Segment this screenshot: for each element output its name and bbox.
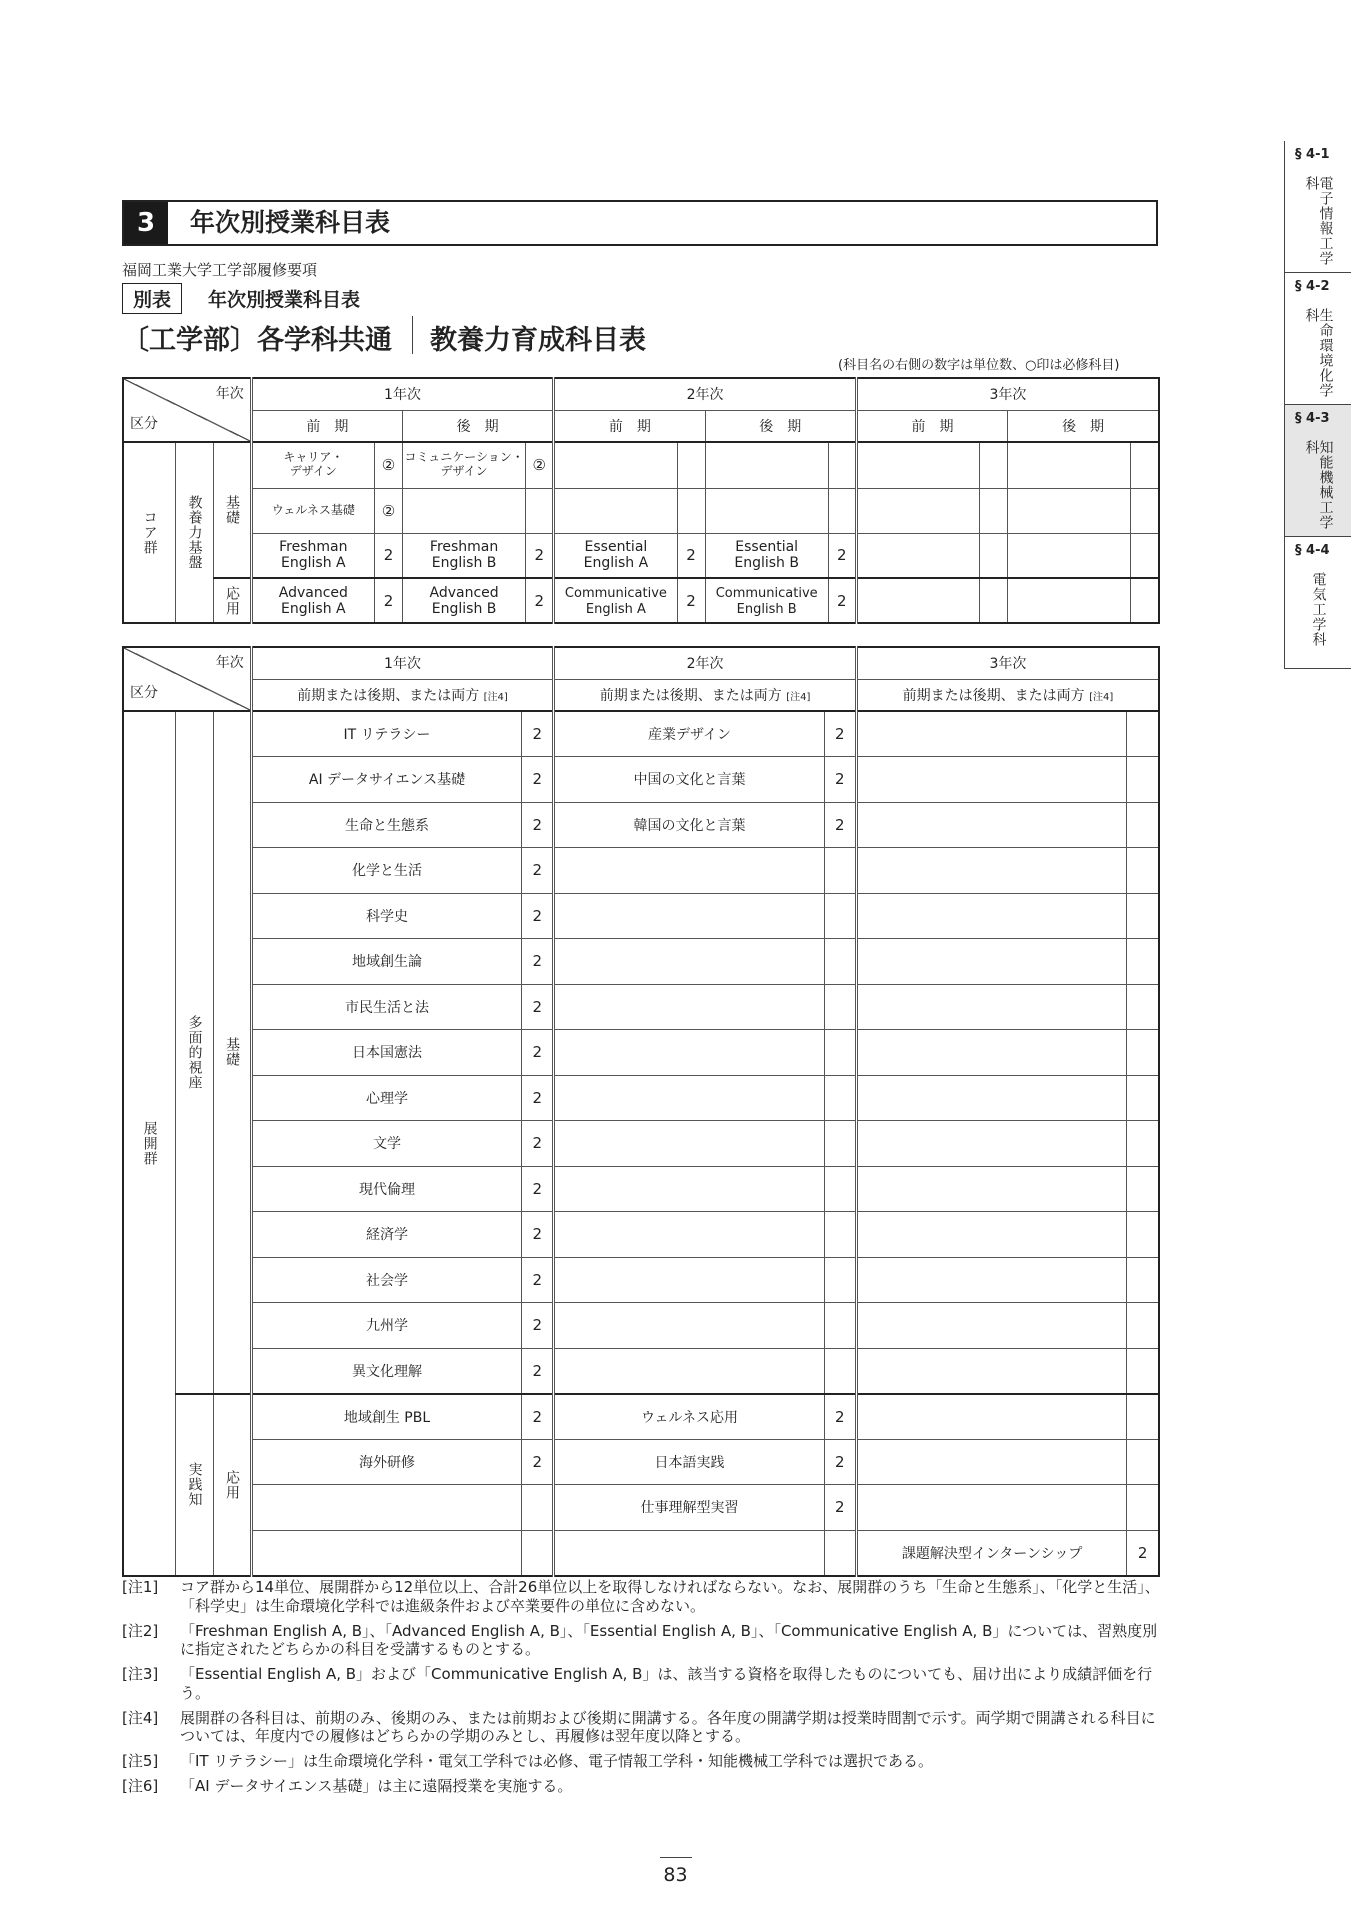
- credit-cell: 2: [522, 757, 554, 803]
- credit-cell: 2: [824, 711, 856, 757]
- table-row: [123, 984, 1159, 1030]
- side-tab-4-4[interactable]: [1285, 537, 1351, 669]
- term-header: 前 期: [856, 410, 1007, 442]
- year-header: 2年次: [554, 378, 857, 410]
- table-row: [123, 939, 1159, 985]
- credit-cell: 2: [374, 578, 402, 623]
- credit-cell: [824, 1030, 856, 1076]
- year-header: 1年次: [251, 378, 554, 410]
- course-cell: [554, 984, 825, 1030]
- year-header: 3年次: [856, 647, 1159, 679]
- credit-cell: 2: [824, 1485, 856, 1531]
- course-cell: 社会学: [251, 1257, 522, 1303]
- empty-cell: [856, 1303, 1127, 1349]
- empty-cell: [856, 939, 1127, 985]
- course-cell: [554, 848, 825, 894]
- table-row: [123, 893, 1159, 939]
- course-name: Communicative English A: [564, 585, 667, 617]
- credit-cell: [677, 442, 705, 488]
- credit-cell: 2: [828, 533, 856, 578]
- credit-cell: 2: [824, 1394, 856, 1440]
- note-label: [注6]: [122, 1776, 159, 1795]
- note-item: [122, 1777, 1162, 1796]
- course-cell: [554, 1303, 825, 1349]
- credit-cell: 2: [522, 1257, 554, 1303]
- course-cell: AI データサイエンス基礎: [251, 757, 522, 803]
- empty-cell: [856, 711, 1127, 757]
- subgroup-label: 多面的視座: [186, 1014, 203, 1090]
- side-tabs: [1284, 141, 1351, 669]
- course-cell: 仕事理解型実習: [554, 1485, 825, 1531]
- corner-division-label: 区分: [130, 685, 158, 701]
- course-cell: 異文化理解: [251, 1348, 522, 1394]
- table-row: [123, 1212, 1159, 1258]
- credit-cell: 2: [526, 578, 554, 623]
- term-header: [251, 679, 554, 711]
- kind-cell: [213, 578, 251, 623]
- credit-cell: ②: [374, 488, 402, 533]
- empty-cell: [1131, 442, 1159, 488]
- beppyo-tag: 別表: [122, 283, 182, 314]
- empty-cell: [856, 1121, 1127, 1167]
- course-cell: ウェルネス基礎: [251, 488, 374, 533]
- credit-cell: 2: [522, 711, 554, 757]
- side-tab-label: 電気工学科: [1310, 572, 1327, 647]
- credit-cell: 2: [828, 578, 856, 623]
- course-cell: [251, 442, 374, 488]
- empty-cell: [1127, 984, 1159, 1030]
- credit-cell: 2: [824, 757, 856, 803]
- credit-cell: 2: [526, 533, 554, 578]
- page-number: 83: [663, 1864, 688, 1886]
- note-text: 「Essential English A, B」および「Communicative English A, B」は、該当する資格を取得したものについても、届け出により成績評価を行う。: [180, 1665, 1153, 1702]
- empty-cell: [1008, 533, 1131, 578]
- empty-cell: [1131, 578, 1159, 623]
- table-row: [123, 1030, 1159, 1076]
- course-name: Communicative English B: [715, 585, 818, 617]
- empty-cell: [1127, 757, 1159, 803]
- table-row: [123, 1075, 1159, 1121]
- course-cell: 地域創生 PBL: [251, 1394, 522, 1440]
- credit-cell: 2: [824, 802, 856, 848]
- empty-cell: [980, 533, 1008, 578]
- credit-cell: [522, 1530, 554, 1576]
- course-cell: 中国の文化と言葉: [554, 757, 825, 803]
- side-tab-label: 電子情報工学科: [1303, 176, 1334, 266]
- course-cell: 化学と生活: [251, 848, 522, 894]
- side-tab-number: § 4-4: [1295, 543, 1330, 558]
- credit-cell: [677, 488, 705, 533]
- empty-cell: [856, 802, 1127, 848]
- note-text: 「IT リテラシー」は生命環境化学科・電気工学科では必修、電子情報工学科・知能機械工学科では選択である。: [180, 1752, 934, 1770]
- credit-cell: 2: [677, 533, 705, 578]
- kind-label: 基礎: [224, 495, 241, 525]
- credit-cell: [824, 1212, 856, 1258]
- course-cell: 産業デザイン: [554, 711, 825, 757]
- course-cell: [705, 442, 828, 488]
- table-row: [123, 757, 1159, 803]
- credit-cell: [824, 984, 856, 1030]
- kind-label: 応用: [224, 585, 241, 616]
- empty-cell: [1008, 442, 1131, 488]
- course-name: コミュニケーション・ デザイン: [404, 450, 524, 479]
- course-name: Essential English A: [583, 539, 649, 572]
- term-header: 後 期: [1008, 410, 1159, 442]
- table-corner: [123, 378, 251, 442]
- subgroup-cell: [175, 442, 213, 623]
- course-cell: [554, 1121, 825, 1167]
- empty-cell: [856, 848, 1127, 894]
- year-header: 2年次: [554, 647, 857, 679]
- empty-cell: [1127, 1212, 1159, 1258]
- credit-cell: 2: [522, 1394, 554, 1440]
- table-row: [123, 711, 1159, 757]
- course-cell: [554, 442, 677, 488]
- empty-cell: [1127, 1121, 1159, 1167]
- table-row: [123, 1303, 1159, 1349]
- side-tab-4-3[interactable]: [1285, 405, 1351, 537]
- empty-cell: [856, 1348, 1127, 1394]
- note-item: [122, 1752, 1162, 1771]
- credit-cell: [828, 442, 856, 488]
- table-row: [123, 1439, 1159, 1485]
- note-label: [注4]: [122, 1708, 159, 1727]
- course-cell: 現代倫理: [251, 1166, 522, 1212]
- group-label: コア群: [141, 510, 158, 555]
- empty-cell: [1008, 488, 1131, 533]
- empty-cell: [856, 533, 979, 578]
- term-label: 前期または後期、または両方: [902, 687, 1085, 704]
- table-row: [123, 1121, 1159, 1167]
- empty-cell: [1127, 893, 1159, 939]
- course-cell: [554, 893, 825, 939]
- empty-cell: [856, 757, 1127, 803]
- note-item: [122, 1665, 1162, 1703]
- term-header: [554, 679, 857, 711]
- course-cell: IT リテラシー: [251, 711, 522, 757]
- side-tab-4-1[interactable]: [1285, 141, 1351, 273]
- course-cell: [554, 1257, 825, 1303]
- course-cell: 経済学: [251, 1212, 522, 1258]
- credit-cell: [1127, 1394, 1159, 1440]
- credit-cell: 2: [522, 848, 554, 894]
- empty-cell: [980, 442, 1008, 488]
- side-tab-number: § 4-3: [1295, 411, 1330, 426]
- course-cell: 日本国憲法: [251, 1030, 522, 1076]
- empty-cell: [856, 893, 1127, 939]
- table-row: [123, 1485, 1159, 1531]
- term-header: 前 期: [251, 410, 402, 442]
- note-item: [122, 1709, 1162, 1747]
- empty-cell: [1127, 1348, 1159, 1394]
- empty-cell: [856, 1257, 1127, 1303]
- empty-cell: [1127, 939, 1159, 985]
- empty-cell: [1008, 578, 1131, 623]
- credit-cell: [828, 488, 856, 533]
- note-label: [注1]: [122, 1578, 159, 1596]
- course-cell: [402, 533, 525, 578]
- empty-cell: [1127, 848, 1159, 894]
- empty-cell: [856, 1075, 1127, 1121]
- subgroup-cell: [175, 711, 213, 1394]
- credit-cell: 2: [522, 893, 554, 939]
- course-cell: [554, 939, 825, 985]
- course-cell: 科学史: [251, 893, 522, 939]
- course-cell: [705, 533, 828, 578]
- empty-cell: [1127, 711, 1159, 757]
- corner-year-label: 年次: [215, 386, 244, 402]
- group-label: 展開群: [141, 1120, 158, 1166]
- kind-cell: [213, 1394, 251, 1576]
- credit-cell: ②: [374, 442, 402, 488]
- table-row: [123, 848, 1159, 894]
- course-cell: [251, 533, 374, 578]
- group-cell: [123, 711, 175, 1576]
- note-label: [注2]: [122, 1621, 159, 1640]
- course-cell: 日本語実践: [554, 1439, 825, 1485]
- empty-cell: [1131, 488, 1159, 533]
- course-cell: [856, 1394, 1127, 1440]
- section-number: 3: [124, 202, 168, 244]
- main-title-left: 〔工学部〕各学科共通: [122, 325, 392, 356]
- credit-cell: [1127, 1485, 1159, 1531]
- term-header: 後 期: [402, 410, 553, 442]
- course-cell: 九州学: [251, 1303, 522, 1349]
- credit-cell: 2: [677, 578, 705, 623]
- course-cell: [554, 578, 677, 623]
- credit-cell: 2: [522, 802, 554, 848]
- kind-label: 基礎: [224, 1037, 241, 1068]
- empty-cell: [856, 984, 1127, 1030]
- credit-cell: 2: [1127, 1530, 1159, 1576]
- term-header: [856, 679, 1159, 711]
- term-note: [注4]: [483, 691, 508, 703]
- course-cell: [554, 533, 677, 578]
- course-cell: [554, 488, 677, 533]
- empty-cell: [1127, 1303, 1159, 1349]
- corner-year-label: 年次: [215, 655, 244, 671]
- credit-cell: 2: [522, 1303, 554, 1349]
- note-text: 展開群の各科目は、前期のみ、後期のみ、または前期および後期に開講する。各年度の開講学期は授業時間割で示す。両学期で開講される科目については、年度内での履修はどちらかの学期のみとし、再履修は翌年度以降とする。: [180, 1708, 1156, 1746]
- empty-cell: [980, 488, 1008, 533]
- course-cell: 心理学: [251, 1075, 522, 1121]
- kind-cell: [213, 442, 251, 578]
- credit-cell: [824, 1530, 856, 1576]
- credit-cell: [824, 1348, 856, 1394]
- note-text: 「Freshman English A, B」、「Advanced English A, B」、「Essential English A, B」、「Communicative English A, B」については、習熟度別に指定されたどちらかの科目を受講するものとする。: [180, 1621, 1158, 1659]
- course-name: キャリア・ デザイン: [283, 450, 344, 479]
- empty-cell: [1127, 1030, 1159, 1076]
- corner-division-label: 区分: [130, 416, 158, 432]
- table-row: [123, 1348, 1159, 1394]
- main-title-right: 教養力育成科目表: [430, 325, 646, 356]
- notes: [122, 1578, 1162, 1802]
- credit-cell: [526, 488, 554, 533]
- title-separator: [412, 316, 413, 354]
- course-cell: [705, 578, 828, 623]
- core-table: [122, 377, 1160, 624]
- side-tab-label: 生命環境化学科: [1303, 308, 1334, 398]
- empty-cell: [1131, 533, 1159, 578]
- course-cell: [251, 1530, 522, 1576]
- empty-cell: [856, 1030, 1127, 1076]
- empty-cell: [856, 442, 979, 488]
- table-corner: [123, 647, 251, 711]
- course-cell: [554, 1030, 825, 1076]
- expansion-table: [122, 646, 1160, 1577]
- course-name: Advanced English A: [278, 584, 348, 617]
- course-name: Advanced English B: [429, 584, 499, 617]
- course-cell: 地域創生論: [251, 939, 522, 985]
- course-cell: [554, 1212, 825, 1258]
- course-cell: [554, 1530, 825, 1576]
- section-title: 年次別授業科目表: [190, 208, 391, 237]
- credit-cell: 2: [522, 939, 554, 985]
- year-header: 1年次: [251, 647, 554, 679]
- term-header: 後 期: [705, 410, 856, 442]
- course-cell: [856, 1439, 1127, 1485]
- course-cell: 生命と生態系: [251, 802, 522, 848]
- credit-cell: 2: [824, 1439, 856, 1485]
- term-label: 前期または後期、または両方: [297, 687, 480, 704]
- course-cell: [705, 488, 828, 533]
- expansion-table-body: [123, 711, 1159, 1576]
- credit-cell: [824, 1303, 856, 1349]
- page-number-line: [660, 1857, 692, 1858]
- credit-cell: [824, 1075, 856, 1121]
- year-header: 3年次: [856, 378, 1159, 410]
- kind-label: 応用: [224, 1469, 241, 1500]
- empty-cell: [1127, 802, 1159, 848]
- empty-cell: [856, 1166, 1127, 1212]
- course-cell: [554, 1075, 825, 1121]
- credit-cell: 2: [522, 1439, 554, 1485]
- note-label: [注5]: [122, 1752, 159, 1770]
- course-cell: [251, 578, 374, 623]
- credit-cell: 2: [522, 1075, 554, 1121]
- note-text: 「AI データサイエンス基礎」は主に遠隔授業を実施する。: [180, 1776, 573, 1795]
- empty-cell: [856, 488, 979, 533]
- course-cell: 課題解決型インターンシップ: [856, 1530, 1127, 1576]
- credit-cell: [824, 939, 856, 985]
- term-header: 前 期: [554, 410, 705, 442]
- credit-cell: [824, 1121, 856, 1167]
- empty-cell: [856, 578, 979, 623]
- credit-cell: ②: [526, 442, 554, 488]
- side-tab-number: § 4-2: [1295, 279, 1330, 294]
- course-cell: [554, 1166, 825, 1212]
- note-item: [122, 1578, 1162, 1616]
- course-cell: [402, 442, 525, 488]
- course-cell: 文学: [251, 1121, 522, 1167]
- empty-cell: [856, 1212, 1127, 1258]
- course-cell: 海外研修: [251, 1439, 522, 1485]
- credit-cell: 2: [522, 1212, 554, 1258]
- course-cell: 韓国の文化と言葉: [554, 802, 825, 848]
- course-cell: ウェルネス応用: [554, 1394, 825, 1440]
- credit-cell: 2: [522, 984, 554, 1030]
- note-label: [注3]: [122, 1665, 159, 1683]
- course-cell: [554, 1348, 825, 1394]
- table-row: [123, 1394, 1159, 1440]
- course-cell: 市民生活と法: [251, 984, 522, 1030]
- credit-cell: 2: [522, 1030, 554, 1076]
- term-note: [注4]: [1089, 691, 1114, 703]
- empty-cell: [1127, 1166, 1159, 1212]
- subgroup-cell: [175, 1394, 213, 1576]
- credit-cell: [824, 1257, 856, 1303]
- term-label: 前期または後期、または両方: [599, 687, 782, 704]
- credit-cell: [824, 1166, 856, 1212]
- credit-cell: [824, 893, 856, 939]
- credit-cell: [522, 1485, 554, 1531]
- credit-cell: 2: [374, 533, 402, 578]
- document-subtitle: 福岡工業大学工学部履修要項: [122, 261, 318, 279]
- subgroup-label: 教養力基盤: [186, 495, 203, 570]
- credit-cell: 2: [522, 1166, 554, 1212]
- table-row: [123, 1257, 1159, 1303]
- note-item: [122, 1622, 1162, 1660]
- beppyo-title: 年次別授業科目表: [208, 289, 361, 311]
- course-cell: [402, 488, 525, 533]
- side-tab-label: 知能機械工学科: [1303, 440, 1334, 530]
- course-name: Freshman English A: [279, 539, 348, 572]
- group-cell: [123, 442, 175, 623]
- credit-cell: [1127, 1439, 1159, 1485]
- side-tab-number: § 4-1: [1295, 147, 1330, 162]
- subgroup-label: 実践知: [186, 1462, 203, 1507]
- course-cell: [856, 1485, 1127, 1531]
- kind-cell: [213, 711, 251, 1394]
- empty-cell: [980, 578, 1008, 623]
- empty-cell: [1127, 1257, 1159, 1303]
- table-row: [123, 1530, 1159, 1576]
- course-name: Freshman English B: [429, 539, 499, 572]
- table-row: [123, 1166, 1159, 1212]
- section-header: [122, 200, 1158, 246]
- side-tab-4-2[interactable]: [1285, 273, 1351, 405]
- term-note: [注4]: [786, 691, 811, 703]
- course-name: Essential English B: [734, 539, 799, 572]
- credit-cell: 2: [522, 1348, 554, 1394]
- course-cell: [251, 1485, 522, 1531]
- course-cell: [402, 578, 525, 623]
- note-text: コア群から14単位、展開群から12単位以上、合計26単位以上を取得しなければならない。なお、展開群のうち「生命と生態系」、「化学と生活」、「科学史」は生命環境化学科では進級条件および卒業要件の単位に含めない。: [180, 1578, 1160, 1615]
- credit-cell: [824, 848, 856, 894]
- table-note: (科目名の右側の数字は単位数、○印は必修科目): [838, 358, 1120, 373]
- credit-cell: 2: [522, 1121, 554, 1167]
- empty-cell: [1127, 1075, 1159, 1121]
- table-row: [123, 802, 1159, 848]
